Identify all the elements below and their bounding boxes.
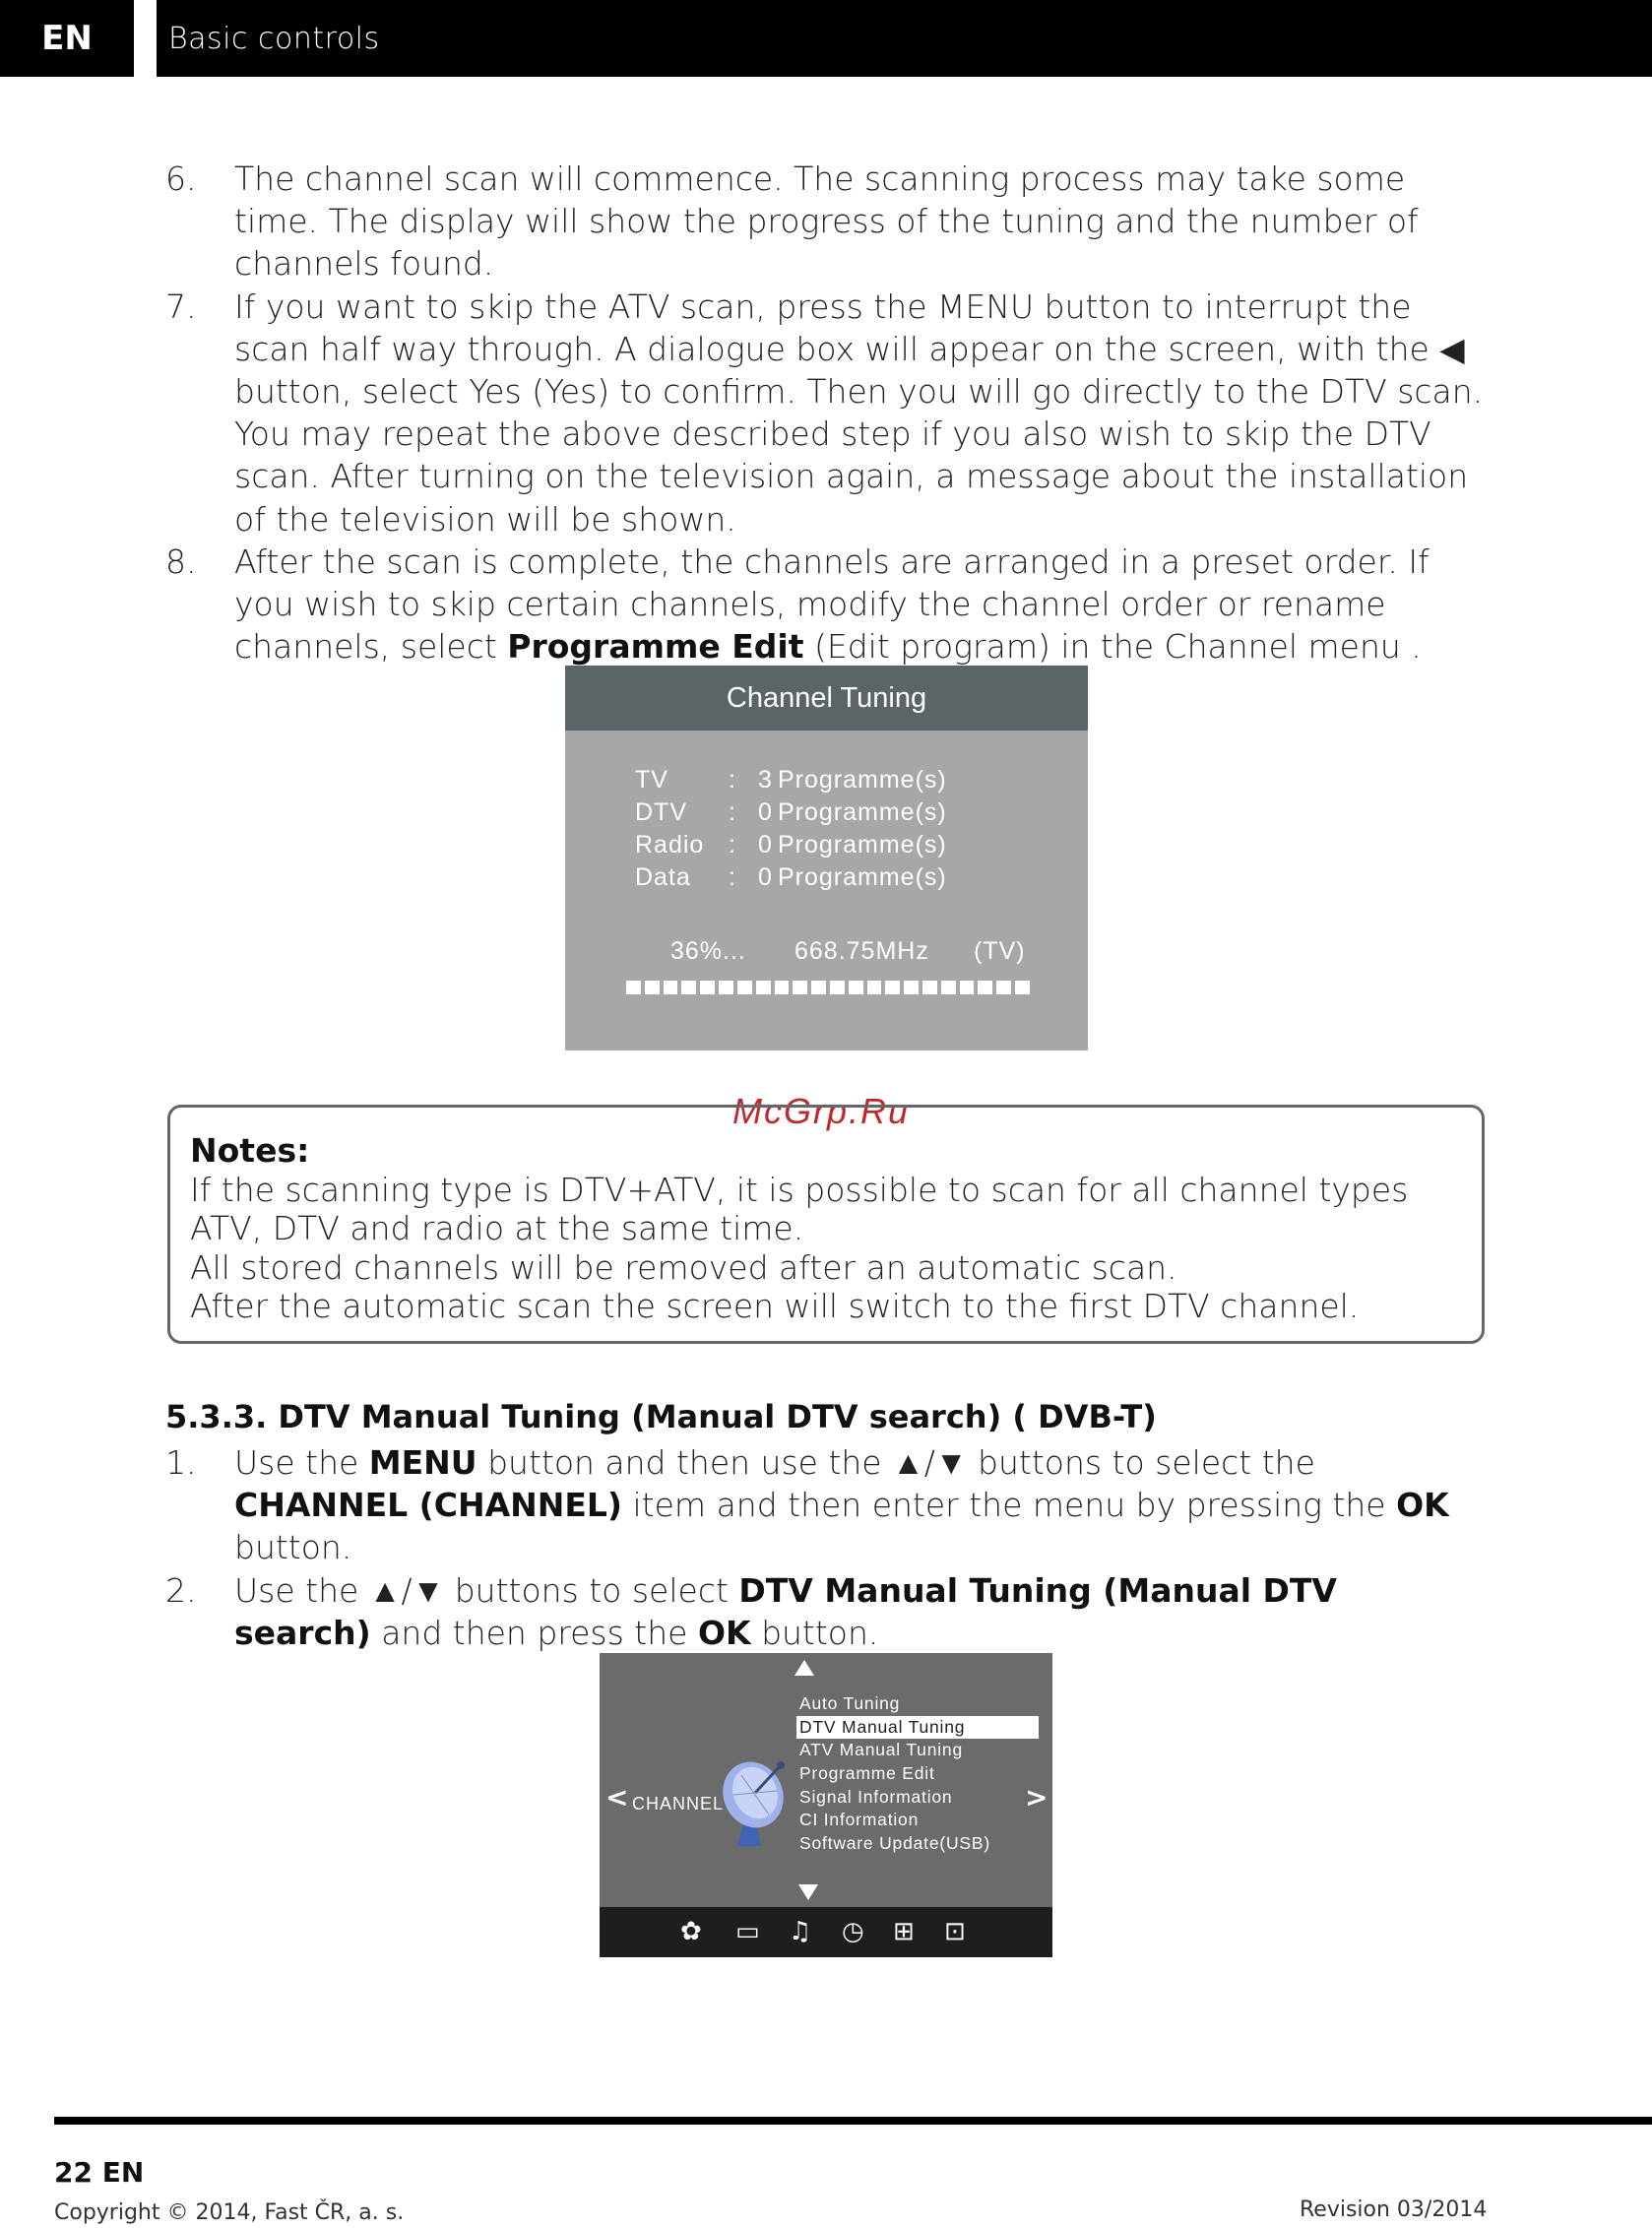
menu-item[interactable]: ATV Manual Tuning: [799, 1740, 963, 1760]
progress-segment: [978, 981, 992, 994]
progress-segment: [996, 981, 1011, 994]
tuning-row-separator: :: [729, 831, 736, 859]
progress-segment: [645, 981, 660, 994]
menu-item[interactable]: DTV Manual Tuning: [796, 1716, 1039, 1740]
notes-heading: Notes:: [190, 1131, 310, 1170]
scroll-down-icon: [798, 1884, 818, 1900]
step-text: [234, 1569, 1485, 1654]
step-number: 2.: [165, 1570, 197, 1610]
step-number: 7.: [165, 286, 197, 326]
watermark: McGrp.Ru: [732, 1091, 911, 1131]
text-run: After the scan is complete, the channels are arranged in a preset order. If you wish to skip certain channels, modify the channel order or rename channels, select: [234, 541, 1430, 667]
text-run: and then press the: [370, 1613, 698, 1652]
progress-segment: [904, 981, 919, 994]
step-number: 6.: [165, 159, 197, 198]
text-run: (Edit program) in the Channel menu .: [803, 627, 1422, 667]
menu-category-bar: [600, 1907, 1052, 1957]
channel-tuning-title: Channel Tuning: [565, 666, 1088, 731]
bold-term: OK: [697, 1613, 751, 1652]
tuning-row-separator: :: [729, 766, 736, 794]
steps-list-a: [165, 158, 1485, 668]
tuning-row-count: 3: [758, 766, 773, 794]
gear-icon: ✿: [680, 1917, 702, 1946]
progress-segment: [793, 981, 807, 994]
tuning-row-unit: Programme(s): [778, 766, 947, 794]
clock-icon: ◷: [842, 1917, 864, 1946]
menu-item[interactable]: Signal Information: [799, 1786, 953, 1807]
tuning-row-count: 0: [758, 798, 773, 826]
text-run: If you want to skip the ATV scan, press the MENU button to interrupt the scan half way through. A dialogue box will appear on the screen, with the ◀ button, select Yes (Yes) to confirm. Then you will go directly to the DTV scan. You may repeat the above described step if you also wish to skip the DTV scan. After turning on the television again, a message about the installation of the television will be shown.: [234, 286, 1484, 539]
menu-item[interactable]: Programme Edit: [799, 1763, 935, 1784]
scan-mode: (TV): [974, 937, 1026, 965]
tuning-row-separator: :: [729, 798, 736, 826]
notes-box: [167, 1105, 1485, 1344]
footer-rule: [54, 2117, 1652, 2125]
menu-item[interactable]: Software Update(USB): [799, 1833, 990, 1854]
progress-segment: [737, 981, 752, 994]
nav-left-icon: <: [605, 1781, 629, 1814]
step-number: 1.: [165, 1443, 197, 1482]
step-text: [234, 541, 1485, 668]
step-item: [165, 1441, 1485, 1569]
text-run: button.: [750, 1613, 879, 1652]
text-run: The channel scan will commence. The scanning process may take some time. The display will show the progress of the tuning and the number of channels found.: [234, 159, 1419, 284]
monitor-icon: ▭: [735, 1917, 760, 1946]
tuning-row-unit: Programme(s): [778, 863, 947, 891]
menu-item[interactable]: Auto Tuning: [799, 1693, 901, 1713]
section-header-title: Basic controls: [168, 21, 380, 56]
step-number: 8.: [165, 541, 197, 581]
notes-line: All stored channels will be removed after an automatic scan.: [190, 1247, 1177, 1287]
bold-term: OK: [1396, 1486, 1449, 1525]
tuning-row-label: Radio: [635, 831, 705, 859]
progress-segment: [664, 981, 678, 994]
bold-term: MENU: [368, 1443, 477, 1482]
progress-segment: [626, 981, 641, 994]
tuning-row-label: DTV: [635, 798, 687, 826]
steps-list-b: [165, 1441, 1485, 1654]
scroll-up-icon: [794, 1660, 814, 1676]
lock-icon: ⊡: [944, 1917, 966, 1946]
progress-segment: [960, 981, 975, 994]
progress-segment: [922, 981, 937, 994]
scan-frequency: 668.75MHz: [794, 937, 929, 965]
tuning-row-unit: Programme(s): [778, 798, 947, 826]
text-run: button and then use the ▲/▼ buttons to select the: [477, 1443, 1315, 1482]
progress-segment: [700, 981, 715, 994]
scan-percent: 36%...: [670, 937, 746, 965]
section-header: [157, 0, 1652, 77]
nav-right-icon: >: [1025, 1781, 1048, 1814]
satellite-dish-icon: [720, 1755, 791, 1850]
page-number: 22 EN: [54, 2156, 145, 2189]
copyright: Copyright © 2014, Fast ČR, a. s.: [54, 2200, 405, 2225]
revision: Revision 03/2014: [1300, 2197, 1488, 2222]
notes-line: After the automatic scan the screen will switch to the first DTV channel.: [190, 1287, 1360, 1325]
progress-segment: [719, 981, 733, 994]
step-item: [165, 158, 1485, 286]
channel-menu-list: [796, 1692, 1039, 1856]
tuning-row-count: 0: [758, 863, 773, 891]
menu-item[interactable]: CI Information: [799, 1810, 920, 1830]
bold-term: DTV Manual Tuning (Manual DTV search): [234, 1570, 1337, 1652]
progress-segment: [941, 981, 956, 994]
text-run: item and then enter the menu by pressing the: [622, 1486, 1397, 1525]
channel-tuning-screen: [565, 666, 1088, 1050]
channel-menu-screen: [600, 1653, 1052, 1957]
progress-segment: [830, 981, 845, 994]
music-note-icon: ♫: [789, 1917, 812, 1946]
progress-segment: [756, 981, 771, 994]
progress-segment: [811, 981, 826, 994]
scan-progress-bar: [626, 981, 1030, 994]
step-item: [165, 541, 1485, 668]
tuning-row-unit: Programme(s): [778, 831, 947, 859]
step-text: [234, 286, 1485, 541]
progress-segment: [885, 981, 900, 994]
bold-term: CHANNEL (CHANNEL): [234, 1486, 623, 1525]
progress-segment: [1015, 981, 1030, 994]
bold-term: Programme Edit: [507, 627, 804, 667]
text-run: Use the ▲/▼ buttons to select: [234, 1570, 739, 1610]
tuning-row-count: 0: [758, 831, 773, 859]
step-text: [234, 158, 1485, 286]
step-text: [234, 1441, 1485, 1569]
step-item: [165, 1569, 1485, 1654]
section-title: 5.3.3. DTV Manual Tuning (Manual DTV search) ( DVB-T): [165, 1398, 1157, 1435]
progress-segment: [867, 981, 882, 994]
tuning-row-label: TV: [635, 766, 668, 794]
progress-segment: [849, 981, 863, 994]
progress-segment: [775, 981, 790, 994]
tuning-row-label: Data: [635, 863, 691, 891]
language-badge: EN: [0, 0, 134, 77]
notes-line: If the scanning type is DTV+ATV, it is possible to scan for all channel types ATV, DTV and radio at the same time.: [190, 1170, 1409, 1247]
text-run: Use the: [234, 1443, 369, 1482]
tuning-row-separator: :: [729, 863, 736, 891]
text-run: button.: [234, 1528, 352, 1567]
step-item: [165, 286, 1485, 541]
grid-icon: ⊞: [893, 1917, 915, 1946]
channel-menu-label: CHANNEL: [632, 1794, 725, 1814]
progress-segment: [681, 981, 696, 994]
